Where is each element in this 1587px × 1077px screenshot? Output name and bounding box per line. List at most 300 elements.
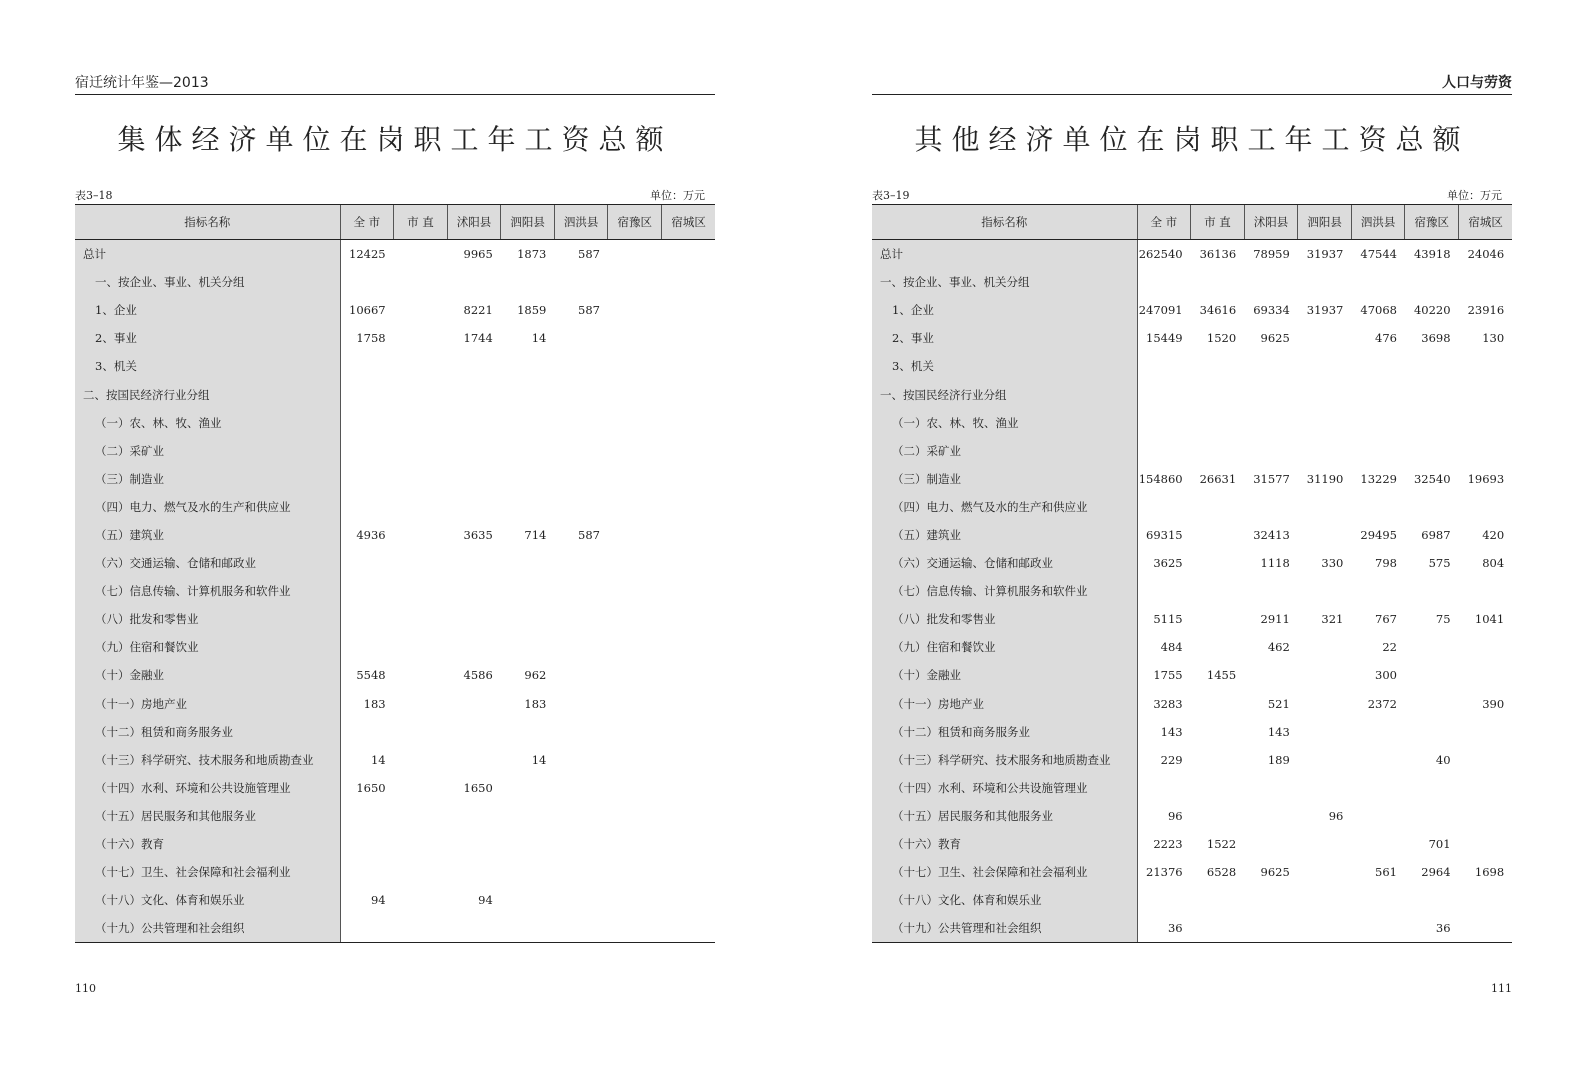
cell-value: 3698 [1421,331,1451,346]
cell-value [340,268,394,296]
cell-value: 13229 [1360,471,1397,486]
cell-value: 462 [1267,640,1290,655]
cell-value [554,577,608,605]
table-row [872,605,1512,633]
cell-value: 1650 [356,780,386,795]
table-row [872,549,1512,577]
cell-value: 4936 [356,527,386,542]
row-label: （十一）房地产业 [872,690,1137,718]
cell-value: 31577 [1253,471,1290,486]
table-row [872,577,1512,605]
cell-value [1298,409,1352,437]
table-row [872,746,1512,774]
cell-value [608,633,662,661]
cell-value: 32413 [1253,527,1290,542]
cell-value [608,886,662,914]
cell-value [394,268,448,296]
cell-value [394,830,448,858]
cell-value: 40220 [1413,303,1451,318]
row-label: （六）交通运输、仓储和邮政业 [872,549,1137,577]
cell-value: 767 [1375,612,1397,627]
cell-value [554,352,608,380]
cell-value [394,549,448,577]
table-row [872,380,1512,408]
cell-value [394,886,448,914]
cell-value [1459,802,1513,830]
row-label: （五）建筑业 [75,521,340,549]
cell-value [394,465,448,493]
row-label: （十八）文化、体育和娱乐业 [75,886,340,914]
table-number: 表3–18 [75,189,113,202]
table-row [75,746,715,774]
cell-value [1351,914,1405,943]
cell-value [340,493,394,521]
row-label: （十七）卫生、社会保障和社会福利业 [872,858,1137,886]
cell-value [662,240,716,269]
row-label: （十三）科学研究、技术服务和地质勘查业 [872,746,1137,774]
cell-value: 2911 [1260,612,1290,627]
cell-value [394,774,448,802]
cell-value: 484 [1160,640,1183,655]
table-row [75,690,715,718]
cell-value [662,914,716,943]
cell-value [1191,521,1245,549]
cell-value: 561 [1375,865,1397,880]
cell-value [340,718,394,746]
cell-value [554,605,608,633]
row-label: （三）制造业 [872,465,1137,493]
cell-value: 94 [370,893,386,908]
cell-value [1405,690,1459,718]
cell-value [608,690,662,718]
table-row [872,296,1512,324]
cell-value [662,802,716,830]
cell-value [608,493,662,521]
cell-value [1405,802,1459,830]
cell-value [340,577,394,605]
cell-value [1351,830,1405,858]
cell-value: 587 [578,527,600,542]
row-label: （二）采矿业 [872,437,1137,465]
cell-value [662,886,716,914]
column-header: 市 直 [1191,205,1245,240]
cell-value [1191,577,1245,605]
cell-value: 1859 [517,303,547,318]
cell-value [394,802,448,830]
row-label: （八）批发和零售业 [75,605,340,633]
row-label: 一、按企业、事业、机关分组 [872,268,1137,296]
cell-value [1191,802,1245,830]
cell-value: 3625 [1153,556,1183,571]
cell-value [394,858,448,886]
cell-value [608,577,662,605]
cell-value [608,437,662,465]
cell-value [1298,268,1352,296]
cell-value [340,437,394,465]
cell-value [1298,774,1352,802]
cell-value: 587 [578,303,600,318]
cell-value [608,858,662,886]
cell-value [662,830,716,858]
column-header: 宿城区 [662,205,716,240]
cell-value [1298,746,1352,774]
cell-value [501,493,555,521]
cell-value [447,493,501,521]
cell-value: 22 [1382,640,1397,655]
column-header: 全 市 [1137,205,1191,240]
cell-value [554,914,608,943]
cell-value [1137,577,1191,605]
row-label: （七）信息传输、计算机服务和软件业 [75,577,340,605]
cell-value [1459,577,1513,605]
cell-value [1459,774,1513,802]
cell-value [554,802,608,830]
cell-value [1351,718,1405,746]
cell-value [554,718,608,746]
cell-value [1244,437,1298,465]
table-header-row [872,205,1512,240]
table-row [75,352,715,380]
row-label: 二、按国民经济行业分组 [75,380,340,408]
cell-value: 26631 [1199,471,1237,486]
cell-value [1137,437,1191,465]
cell-value [394,577,448,605]
table-row [75,858,715,886]
cell-value [447,352,501,380]
cell-value [1298,633,1352,661]
cell-value [340,830,394,858]
cell-value: 5115 [1153,612,1183,627]
cell-value [1459,409,1513,437]
cell-value [1191,774,1245,802]
cell-value: 40 [1435,752,1451,767]
row-label: （十五）居民服务和其他服务业 [75,802,340,830]
row-label: （九）住宿和餐饮业 [75,633,340,661]
table-row [872,914,1512,943]
table-row [872,802,1512,830]
table-row [75,437,715,465]
table-header-row [75,205,715,240]
cell-value: 2372 [1367,696,1397,711]
cell-value [501,830,555,858]
cell-value [1244,268,1298,296]
row-label: 一、按企业、事业、机关分组 [75,268,340,296]
cell-value [447,802,501,830]
cell-value: 10667 [349,303,386,318]
cell-value: 1455 [1206,668,1237,683]
cell-value [1137,493,1191,521]
row-label: （十二）租赁和商务服务业 [75,718,340,746]
cell-value [1405,718,1459,746]
cell-value [501,465,555,493]
cell-value [501,605,555,633]
cell-value [394,437,448,465]
row-label: （十九）公共管理和社会组织 [75,914,340,943]
cell-value [1191,409,1245,437]
cell-value [1298,858,1352,886]
cell-value [1459,886,1513,914]
cell-value: 24046 [1467,247,1505,262]
table-row [75,409,715,437]
cell-value: 701 [1428,837,1451,852]
cell-value [1191,633,1245,661]
row-label: （一）农、林、牧、渔业 [872,409,1137,437]
cell-value [447,858,501,886]
cell-value [340,858,394,886]
cell-value: 31937 [1306,303,1344,318]
cell-value [1459,718,1513,746]
cell-value [447,268,501,296]
row-label: （五）建筑业 [872,521,1137,549]
cell-value [1191,493,1245,521]
cell-value [608,661,662,689]
column-header: 宿豫区 [1405,205,1459,240]
table-row [872,886,1512,914]
row-label: （三）制造业 [75,465,340,493]
row-label: （四）电力、燃气及水的生产和供应业 [872,493,1137,521]
row-label: （八）批发和零售业 [872,605,1137,633]
cell-value [1405,577,1459,605]
row-label: （四）电力、燃气及水的生产和供应业 [75,493,340,521]
cell-value [447,690,501,718]
cell-value [1351,409,1405,437]
row-label: （十四）水利、环境和公共设施管理业 [872,774,1137,802]
row-label: 2、事业 [872,324,1137,352]
cell-value [1298,830,1352,858]
cell-value [501,577,555,605]
cell-value [1298,493,1352,521]
cell-value [1137,352,1191,380]
cell-value [662,690,716,718]
table-row [872,437,1512,465]
cell-value [340,352,394,380]
row-label: 一、按国民经济行业分组 [872,380,1137,408]
table-row [75,802,715,830]
cell-value [1298,690,1352,718]
row-label: 总计 [872,240,1137,269]
page-number: 110 [75,982,96,995]
cell-value: 19693 [1467,471,1505,486]
running-head: 宿迁统计年鉴—2013 [75,74,715,95]
cell-value [1244,352,1298,380]
cell-value [447,549,501,577]
table-row [75,296,715,324]
cell-value [340,549,394,577]
table-row [75,380,715,408]
cell-value [501,352,555,380]
cell-value: 21376 [1146,865,1183,880]
cell-value [501,774,555,802]
table-row [75,549,715,577]
cell-value [1405,380,1459,408]
column-header: 泗阳县 [501,205,555,240]
row-label: （十九）公共管理和社会组织 [872,914,1137,943]
cell-value: 31190 [1306,471,1344,486]
cell-value [1459,746,1513,774]
cell-value [554,409,608,437]
cell-value: 32540 [1413,471,1451,486]
column-header: 市 直 [394,205,448,240]
cell-value: 189 [1267,752,1290,767]
cell-value: 1118 [1260,556,1290,571]
table-row [75,830,715,858]
table-row [75,493,715,521]
cell-value [608,240,662,269]
cell-value: 962 [524,668,547,683]
column-header: 沭阳县 [1244,205,1298,240]
cell-value [1405,774,1459,802]
cell-value [394,746,448,774]
cell-value [447,577,501,605]
cell-value [1137,268,1191,296]
table-title: 集体经济单位在岗职工年工资总额 [117,123,673,156]
row-label: （十五）居民服务和其他服务业 [872,802,1137,830]
right-page [872,0,1512,1077]
cell-value [662,409,716,437]
cell-value: 262540 [1138,247,1183,262]
cell-value [554,633,608,661]
column-header: 泗洪县 [1351,205,1405,240]
cell-value: 96 [1328,808,1344,823]
cell-value [394,605,448,633]
table-row [872,690,1512,718]
cell-value [554,380,608,408]
cell-value [1244,380,1298,408]
table-row [872,324,1512,352]
row-label: 3、机关 [872,352,1137,380]
cell-value [1298,324,1352,352]
cell-value: 29495 [1360,527,1397,542]
table-row [872,521,1512,549]
cell-value [1191,268,1245,296]
cell-value [608,774,662,802]
cell-value: 36136 [1199,247,1237,262]
cell-value: 1873 [517,247,547,262]
cell-value [662,324,716,352]
cell-value [608,802,662,830]
cell-value [501,437,555,465]
cell-value [501,549,555,577]
row-label: 1、企业 [75,296,340,324]
cell-value [447,830,501,858]
cell-value [501,409,555,437]
cell-value: 6987 [1421,527,1451,542]
cell-value: 575 [1428,556,1451,571]
row-label: （十三）科学研究、技术服务和地质勘查业 [75,746,340,774]
cell-value [1244,914,1298,943]
cell-value [662,521,716,549]
cell-value [1459,661,1513,689]
cell-value [1351,774,1405,802]
cell-value: 420 [1482,527,1505,542]
cell-value: 5548 [356,668,386,683]
cell-value [340,465,394,493]
cell-value [1298,886,1352,914]
table-row [75,633,715,661]
cell-value [340,914,394,943]
cell-value [447,380,501,408]
cell-value: 36 [1405,914,1459,943]
cell-value [554,549,608,577]
cell-value [1405,661,1459,689]
row-label: （六）交通运输、仓储和邮政业 [75,549,340,577]
cell-value [394,296,448,324]
table-row [75,605,715,633]
row-label: （十八）文化、体育和娱乐业 [872,886,1137,914]
cell-value: 15449 [1146,331,1183,346]
cell-value [501,380,555,408]
cell-value [662,437,716,465]
row-label: 1、企业 [872,296,1137,324]
cell-value [554,886,608,914]
table-number: 表3–19 [872,189,910,202]
cell-value [1244,830,1298,858]
wage-table [75,204,715,943]
cell-value: 69334 [1253,303,1290,318]
row-label: 3、机关 [75,352,340,380]
cell-value [662,352,716,380]
cell-value [1351,268,1405,296]
cell-value [608,324,662,352]
cell-value: 330 [1321,556,1344,571]
cell-value [1351,802,1405,830]
row-label: （十七）卫生、社会保障和社会福利业 [75,858,340,886]
cell-value: 798 [1375,556,1397,571]
cell-value [1298,718,1352,746]
table-row [872,352,1512,380]
cell-value [1191,352,1245,380]
cell-value [554,465,608,493]
cell-value [1405,633,1459,661]
cell-value: 130 [1482,331,1505,346]
cell-value: 1041 [1474,612,1505,627]
cell-value [1191,549,1245,577]
row-label: （十六）教育 [872,830,1137,858]
row-label: （十）金融业 [872,661,1137,689]
cell-value [1351,886,1405,914]
cell-value [394,409,448,437]
cell-value [447,605,501,633]
cell-value [1405,493,1459,521]
cell-value [554,690,608,718]
cell-value: 12425 [349,247,386,262]
table-row [75,324,715,352]
cell-value [1459,268,1513,296]
table-row [75,268,715,296]
cell-value: 143 [1160,724,1183,739]
cell-value: 183 [363,696,386,711]
cell-value [1405,352,1459,380]
cell-value [1351,577,1405,605]
cell-value [1298,352,1352,380]
cell-value: 2964 [1421,865,1451,880]
cell-value: 75 [1435,612,1451,627]
cell-value [662,746,716,774]
cell-value [1459,437,1513,465]
row-label: （十四）水利、环境和公共设施管理业 [75,774,340,802]
cell-value [447,409,501,437]
cell-value: 1650 [463,780,493,795]
cell-value [1137,380,1191,408]
cell-value [662,465,716,493]
cell-value [662,661,716,689]
cell-value: 143 [1267,724,1290,739]
row-label: （二）采矿业 [75,437,340,465]
cell-value [608,268,662,296]
cell-value [608,830,662,858]
cell-value [1298,577,1352,605]
cell-value [1244,493,1298,521]
